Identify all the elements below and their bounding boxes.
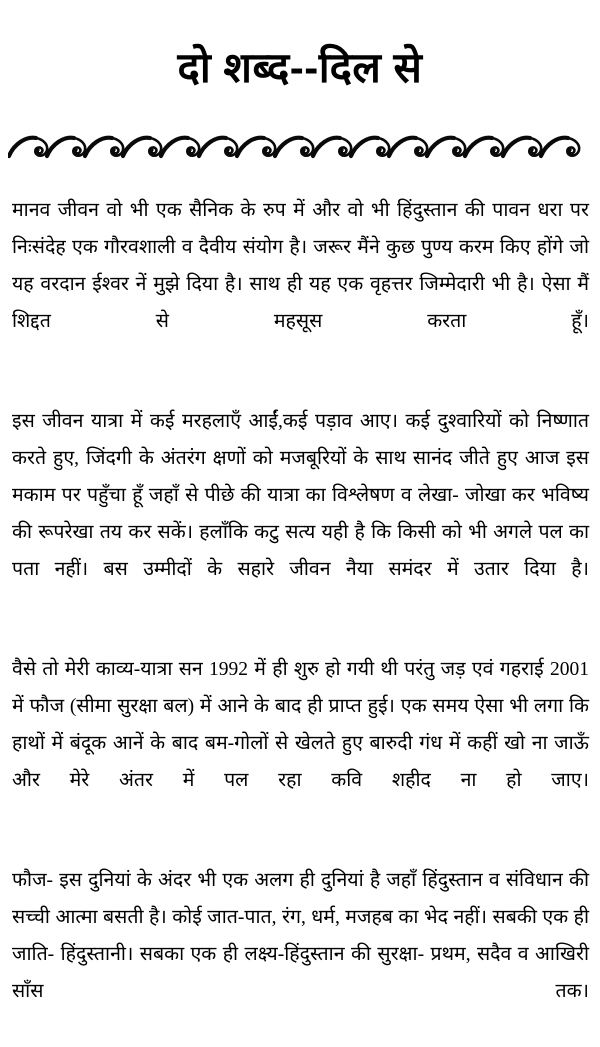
paragraph-3: वैसे तो मेरी काव्य-यात्रा सन 1992 में ही शुरु हो गयी थी परंतु जड़ एवं गहराई 2001 में फौज (सीमा सुरक्षा बल) में आने के बाद ही प्राप्त हुई। एक समय ऐसा भी लगा कि हाथों में बंदूक आनें के बाद बम-गोलों से खेलते हुए बारुदी गंध में कहीं खो ना जाऊँ और मेरे अंतर में पल रहा कवि शहीद ना हो जाए। xyxy=(12,659,589,791)
paragraph-2: इस जीवन यात्रा में कई मरहलाएँ आईं,कई पड़ाव आए। कई दुश्वारियों को निष्णात करते हुए, जिंदगी के अंतरंग क्षणों को मजबूरियों के साथ सानंद जीते हुए आज इस मकाम पर पहुँचा हूँ जहाँ से पीछे की यात्रा का विश्लेषण व लेखा- जोखा कर भविष्य की रूपरेखा तय कर सकें। हलाँकि कटु सत्य यही है कि किसी को भी अगले पल का पता नहीं। बस उम्मीदों के सहारे जीवन नैया समंदर में उतार दिया है। xyxy=(12,411,589,580)
wave-scroll-divider-icon xyxy=(8,134,582,168)
paragraph-4: फौज- इस दुनियां के अंदर भी एक अलग ही दुनियां है जहाँ हिंदुस्तान व संविधान की सच्ची आत्मा बसती है। कोई जात-पात, रंग, धर्म, मजहब का भेद नहीं। सबकी एक ही जाति- हिंदुस्तानी। सबका एक ही लक्ष्य-हिंदुस्तान की सुरक्षा- प्रथम, सदैव व आखिरी साँस तक। xyxy=(12,870,589,1002)
title-block xyxy=(0,44,600,91)
body-text xyxy=(12,192,589,1047)
paragraph-1: मानव जीवन वो भी एक सैनिक के रुप में और वो भी हिंदुस्तान की पावन धरा पर निःसंदेह एक गौरवशाली व दैवीय संयोग है। जरूर मैंने कुछ पुण्य करम किए होंगे जो यह वरदान ईश्वर नें मुझे दिया है। साथ ही यह एक वृहत्तर जिम्मेदारी भी है। ऐसा मैं शिद्दत से महसूस करता हूँ। xyxy=(12,200,589,332)
page-title: दो शब्द--दिल से xyxy=(177,44,423,91)
